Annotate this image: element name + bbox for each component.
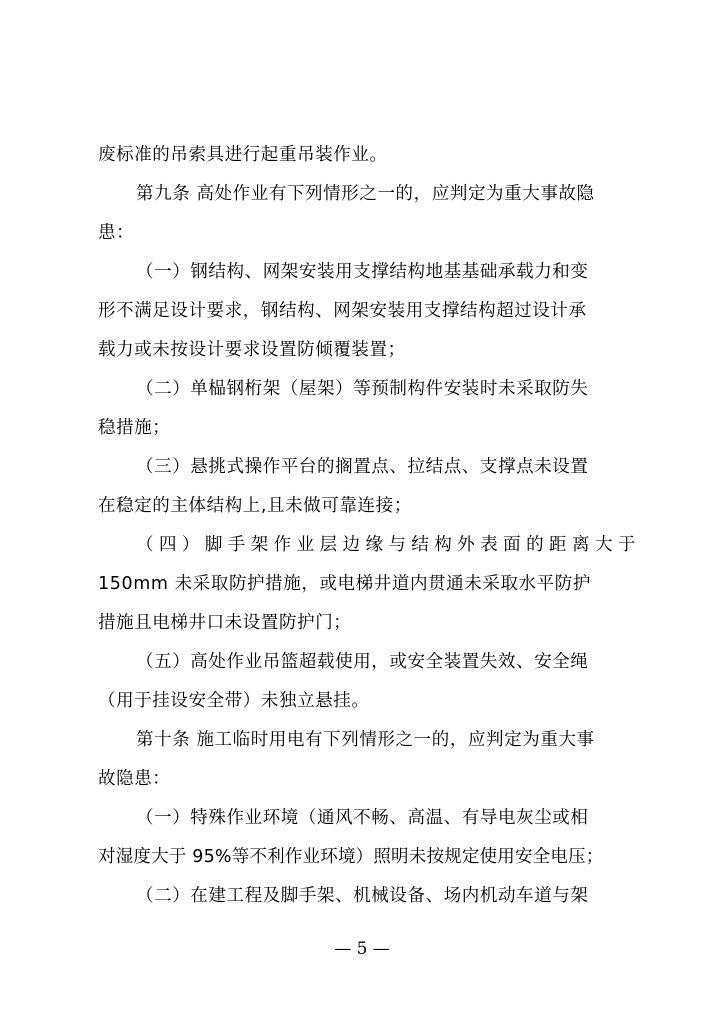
paragraph-line: 患： [98, 223, 135, 243]
article-10-heading: 第十条 施工临时用电有下列情形之一的，应判定为重大事 [136, 730, 595, 750]
list-item-line: （四）脚手架作业层边缘与结构外表面的距离大于 [136, 535, 636, 555]
list-item-line: （一）特殊作业环境（通风不畅、高温、有导电灰尘或相 [136, 808, 589, 828]
list-item-line: （二）单榀钢桁架（屋架）等预制构件安装时未采取防失 [136, 379, 589, 399]
list-item-line: （二）在建工程及脚手架、机械设备、场内机动车道与架 [136, 886, 589, 906]
list-item-line: （五）高处作业吊篮超载使用，或安全装置失效、安全绳 [136, 652, 589, 672]
list-item-line: （一）钢结构、网架安装用支撑结构地基基础承载力和变 [136, 262, 589, 282]
list-item-line: （用于挂设安全带）未独立悬挂。 [98, 691, 370, 711]
list-item-line: （三）悬挑式操作平台的搁置点、拉结点、支撑点未设置 [136, 457, 589, 477]
article-9-heading: 第九条 高处作业有下列情形之一的，应判定为重大事故隐 [136, 184, 595, 204]
page-number: — 5 — [334, 939, 390, 959]
list-item-line: 形不满足设计要求，钢结构、网架安装用支撑结构超过设计承 [98, 301, 587, 321]
list-item-line: 对湿度大于 95%等不利作业环境）照明未按规定使用安全电压； [98, 847, 604, 867]
paragraph-line: 废标准的吊索具进行起重吊装作业。 [98, 145, 388, 165]
list-item-line: 在稳定的主体结构上,且未做可靠连接； [98, 496, 412, 516]
paragraph-line: 故隐患： [98, 769, 171, 789]
list-item-line: 载力或未按设计要求设置防倾覆装置； [98, 340, 406, 360]
list-item-line: 150mm 未采取防护措施，或电梯井道内贯通未采取水平防护 [98, 574, 591, 594]
list-item-line: 措施且电梯井口未设置防护门； [98, 613, 352, 633]
list-item-line: 稳措施； [98, 418, 171, 438]
